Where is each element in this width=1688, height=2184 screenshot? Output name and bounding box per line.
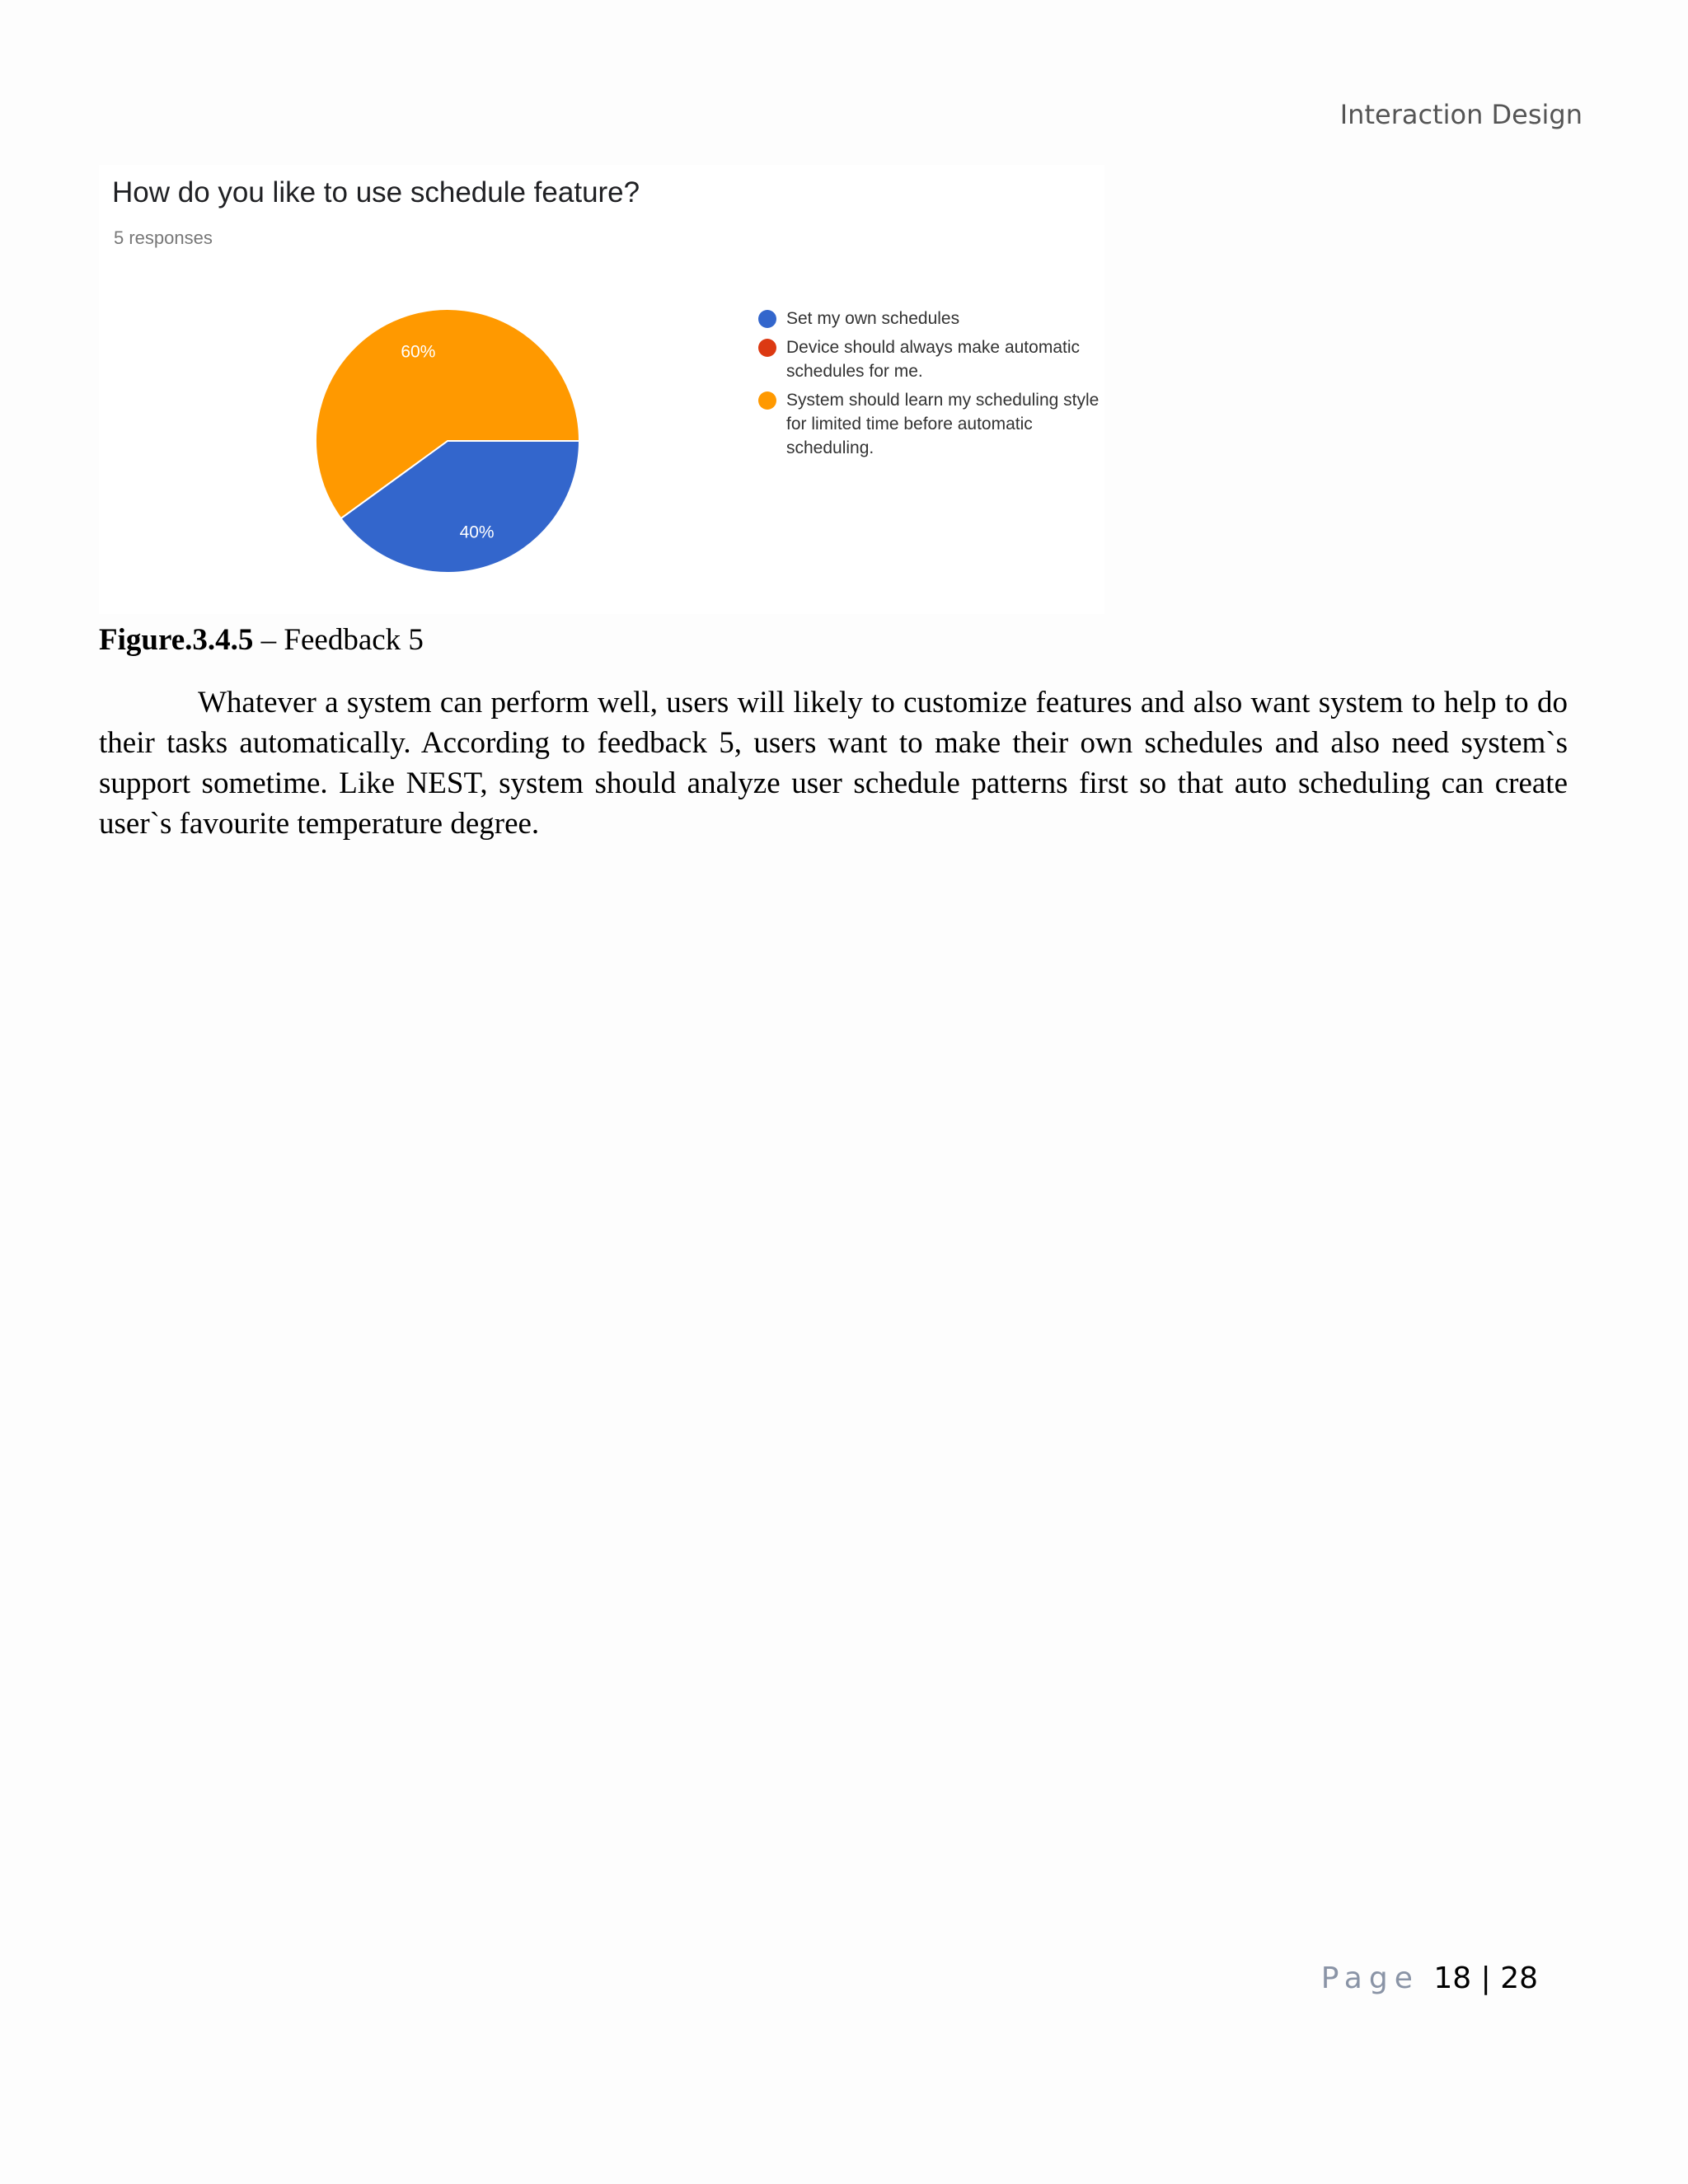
running-header: Interaction Design: [1339, 99, 1582, 130]
chart-legend: [758, 307, 1121, 465]
page-word: Page: [1320, 1961, 1419, 1995]
legend-dot-red: [758, 339, 776, 357]
legend-label: Set my own schedules: [786, 309, 960, 328]
figure-caption-text: Feedback 5: [284, 623, 424, 657]
legend-item-set-my-own: [758, 307, 1121, 330]
legend-label: System should learn my scheduling style for limited time before automatic scheduling.: [786, 391, 1100, 457]
legend-dot-blue: [758, 310, 776, 328]
legend-dot-orange: [758, 391, 776, 410]
page-separator: |: [1480, 1961, 1491, 1995]
chart-title: How do you like to use schedule feature?: [112, 176, 640, 209]
chart-response-count: 5 responses: [114, 227, 213, 248]
page-total: 28: [1500, 1961, 1538, 1995]
legend-label: Device should always make automatic schedules for me.: [786, 338, 1080, 381]
legend-item-device-automatic: [758, 335, 1121, 383]
pie-slice-label-0: 40%: [459, 523, 495, 542]
pie-slice-label-2: 60%: [401, 342, 436, 362]
legend-item-system-learn: [758, 388, 1121, 460]
page-footer: [1321, 1961, 1538, 1995]
figure-separator: –: [260, 623, 277, 657]
body-paragraph: Whatever a system can perform well, users will likely to customize features and also want system to help to do their tasks automatically. According to feedback 5, users want to make their own schedules and also need system`s support sometime. Like NEST, system should analyze user schedule patterns first so that auto scheduling can create user`s favourite temperature degree.: [99, 686, 1568, 841]
page-current: 18: [1433, 1961, 1472, 1995]
pie-chart: [99, 165, 742, 614]
pie-chart-card: [99, 165, 1104, 614]
figure-caption: [99, 622, 424, 658]
figure-number: Figure.3.4.5: [99, 623, 254, 657]
